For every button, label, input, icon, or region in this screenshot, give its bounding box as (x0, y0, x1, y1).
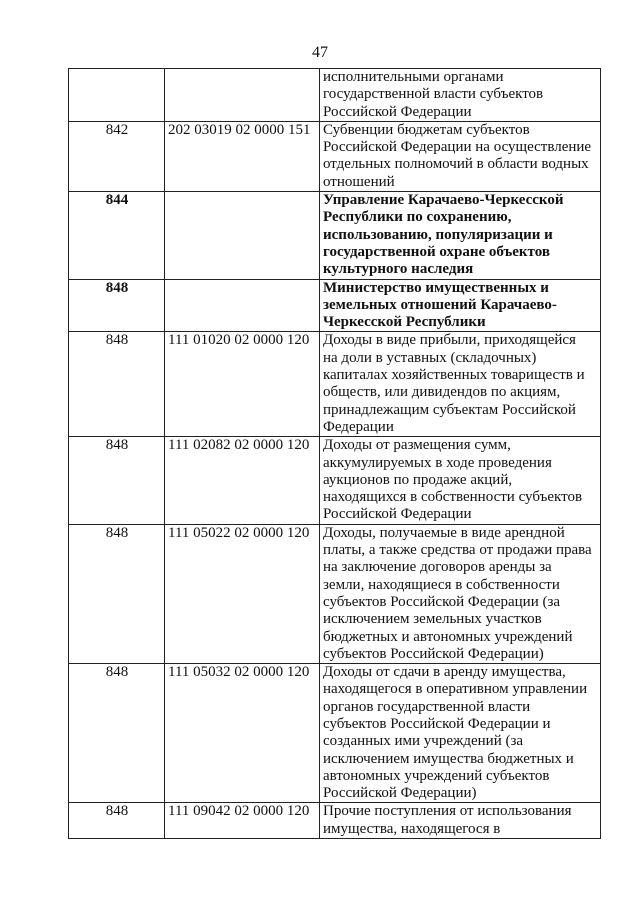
name-line: Управление Карачаево-Черкесской (323, 192, 564, 209)
name-line: Черкесской Республики (323, 314, 486, 331)
revenue-name-cell (320, 121, 601, 191)
revenue-code-cell: 111 09042 02 0000 120 (165, 803, 320, 839)
name-line: культурного наследия (323, 261, 474, 278)
name-line: капиталах хозяйственных товариществ и (323, 367, 585, 384)
name-line: субъектов Российской Федерации (за (323, 593, 561, 610)
name-line: отношений (323, 173, 395, 190)
name-line: платы, а также средства от продажи права (323, 542, 592, 559)
name-line: земельных отношений Карачаево- (323, 296, 557, 313)
name-line: Российской Федерации) (323, 785, 477, 802)
name-line: на заключение договоров аренды за (323, 559, 552, 576)
name-line: Республики по сохранению, (323, 209, 512, 226)
page-number: 47 (312, 44, 328, 61)
admin-code-cell: 848 (69, 664, 165, 803)
name-line: находящихся в собственности субъектов (323, 489, 583, 506)
name-line: Министерство имущественных и (323, 279, 549, 296)
name-line: автономных учреждений субъектов (323, 767, 550, 784)
name-line: Прочие поступления от использования (323, 803, 572, 820)
name-line: аккумулируемых в ходе проведения (323, 454, 552, 471)
table-row (69, 524, 601, 663)
table-row (69, 192, 601, 279)
revenue-name-cell (320, 192, 601, 279)
name-line: Доходы, получаемые в виде арендной (323, 524, 565, 541)
name-line: государственной охране объектов (323, 243, 550, 260)
admin-code-cell: 844 (69, 192, 165, 279)
revenue-code-cell: 202 03019 02 0000 151 (165, 121, 320, 191)
table-row (69, 121, 601, 191)
name-line: созданных ими учреждений (за (323, 733, 524, 750)
admin-code-cell (69, 69, 165, 122)
revenue-code-cell (165, 192, 320, 279)
admin-code-cell: 848 (69, 803, 165, 839)
revenue-name-cell (320, 437, 601, 524)
name-line: Федерации (323, 418, 394, 435)
revenue-name-cell (320, 664, 601, 803)
revenue-name-cell (320, 803, 601, 839)
table-row (69, 279, 601, 332)
name-line: земли, находящиеся в собственности (323, 576, 560, 593)
name-line: Российской Федерации (323, 103, 472, 120)
revenue-code-cell: 111 05022 02 0000 120 (165, 524, 320, 663)
revenue-code-cell: 111 02082 02 0000 120 (165, 437, 320, 524)
name-line: субъектов Российской Федерации и (323, 715, 551, 732)
name-line: субъектов Российской Федерации) (323, 645, 544, 662)
name-line: исключением земельных участков (323, 611, 542, 628)
revenue-code-cell: 111 05032 02 0000 120 (165, 664, 320, 803)
table-row (69, 664, 601, 803)
admin-code-cell: 842 (69, 121, 165, 191)
name-line: Доходы в виде прибыли, приходящейся (323, 332, 576, 349)
name-line: Российской Федерации на осуществление (323, 139, 592, 156)
table-row (69, 69, 601, 122)
revenue-code-cell (165, 69, 320, 122)
name-line: бюджетных и автономных учреждений (323, 628, 573, 645)
name-line: аукционов по продаже акций, (323, 471, 513, 488)
name-line: имущества, находящегося в (323, 820, 501, 837)
revenue-code-cell: 111 01020 02 0000 120 (165, 332, 320, 437)
admin-code-cell: 848 (69, 332, 165, 437)
admin-code-cell: 848 (69, 524, 165, 663)
table-body (69, 69, 601, 839)
name-line: Доходы от сдачи в аренду имущества, (323, 664, 566, 681)
name-line: отдельных полномочий в области водных (323, 156, 589, 173)
table-row (69, 437, 601, 524)
name-line: использованию, популяризации и (323, 226, 553, 243)
revenue-name-cell (320, 279, 601, 332)
name-line: Субвенции бюджетам субъектов (323, 121, 530, 138)
name-line: исполнительными органами (323, 69, 504, 85)
admin-code-cell: 848 (69, 279, 165, 332)
name-line: обществ, или дивидендов по акциям, (323, 384, 561, 401)
name-line: Российской Федерации (323, 506, 472, 523)
name-line: исключением имущества бюджетных и (323, 750, 574, 767)
revenue-name-cell (320, 332, 601, 437)
table-row (69, 332, 601, 437)
name-line: Доходы от размещения сумм, (323, 437, 511, 454)
table-row (69, 803, 601, 839)
name-line: принадлежащим субъектам Российской (323, 401, 576, 418)
revenue-name-cell (320, 524, 601, 663)
name-line: органов государственной власти (323, 698, 531, 715)
name-line: находящегося в оперативном управлении (323, 681, 588, 698)
name-line: на доли в уставных (складочных) (323, 349, 537, 366)
revenue-code-cell (165, 279, 320, 332)
revenue-codes-table (68, 68, 601, 839)
admin-code-cell: 848 (69, 437, 165, 524)
name-line: государственной власти субъектов (323, 86, 544, 103)
revenue-name-cell (320, 69, 601, 122)
